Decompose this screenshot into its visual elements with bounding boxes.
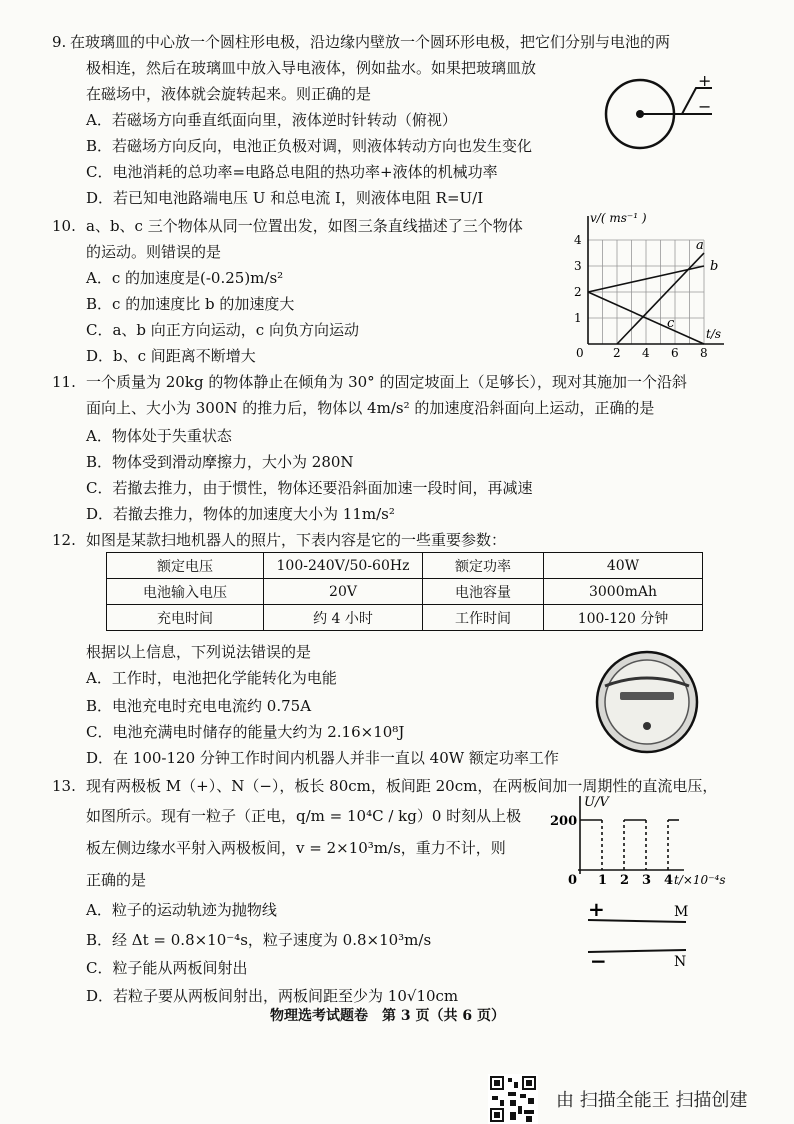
table-cell: 100-240V/50-60Hz [264, 553, 423, 579]
robot-vacuum-photo [592, 650, 702, 754]
positive-terminal-label: + [698, 71, 712, 90]
table-cell: 额定电压 [107, 553, 264, 579]
q11-stem-line-2: 面向上、大小为 300N 的推力后，物体以 4m/s² 的加速度沿斜面向上运动，正确的是 [86, 399, 655, 417]
q13-option-a: A．粒子的运动轨迹为抛物线 [86, 901, 277, 919]
q9-stem-line-2: 极相连，然后在玻璃皿中放入导电液体，例如盐水。如果把玻璃皿放 [86, 59, 537, 77]
q11-option-b: B．物体受到滑动摩擦力，大小为 280N [86, 453, 354, 471]
x-tick-label: 4 [642, 346, 650, 358]
x-tick-label: 2 [613, 346, 621, 358]
q9-option-b: B．若磁场方向反向，电池正负极对调，则液体转动方向也发生变化 [86, 137, 533, 155]
q11-option-c: C．若撤去推力，由于惯性，物体还要沿斜面加速一段时间，再减速 [86, 479, 533, 497]
plate-plus-sign: + [588, 897, 605, 921]
robot-top [605, 660, 689, 744]
x-tick-label: 4 [664, 873, 674, 888]
plate-m-label: M [674, 904, 689, 920]
q13-voltage-time-chart [550, 790, 730, 890]
table-cell: 电池容量 [423, 579, 544, 605]
negative-terminal-label: − [698, 97, 712, 116]
y-axis-label: v/( ms⁻¹ ) [590, 211, 647, 225]
robot-spec-table [106, 552, 703, 631]
y-tick-label: 3 [574, 259, 582, 273]
series-label-b: b [710, 259, 719, 274]
robot-panel [620, 692, 674, 700]
q13-option-d: D．若粒子要从两板间射出，两板间距至少为 10√10cm [86, 987, 459, 1005]
q12-option-a: A．工作时，电池把化学能转化为电能 [86, 669, 337, 687]
y-tick-label: 1 [574, 311, 582, 325]
q10-option-a: A．c 的加速度是(-0.25)m/s² [86, 269, 284, 287]
qr-code-icon [488, 1074, 538, 1124]
table-cell: 40W [544, 553, 703, 579]
q10-number: 10. [52, 217, 76, 235]
x-axis-label: t/×10⁻⁴s [674, 873, 726, 887]
x-tick-label: 0 [576, 346, 584, 358]
series-label-c: c [667, 316, 675, 331]
q10-option-d: D．b、c 间距离不断增大 [86, 347, 256, 365]
q13-stem-line-4: 正确的是 [86, 871, 147, 889]
q9-option-d: D．若已知电池路端电压 U 和总电流 I，则液体电阻 R=U/I [86, 189, 484, 207]
y-tick-label: 4 [574, 233, 582, 247]
q11-option-a: A．物体处于失重状态 [86, 427, 232, 445]
q11-number: 11. [52, 373, 76, 391]
y-axis-label: U/V [584, 795, 609, 810]
table-cell: 充电时间 [107, 605, 264, 631]
q12-number: 12. [52, 531, 76, 549]
q12-option-c: C．电池充满电时储存的能量大约为 2.16×10⁸J [86, 723, 405, 741]
x-tick-label: 3 [642, 873, 652, 888]
plate-minus-sign: − [590, 949, 607, 968]
x-tick-label: 2 [620, 873, 630, 888]
q11-option-d: D．若撤去推力，物体的加速度大小为 11m/s² [86, 505, 395, 523]
q13-number: 13. [52, 777, 76, 795]
q12-option-d: D．在 100-120 分钟工作时间内机器人并非一直以 40W 额定功率工作 [86, 749, 559, 767]
q12-stem-line-1: 如图是某款扫地机器人的照片，下表内容是它的一些重要参数： [86, 531, 507, 549]
x-axis-label: t/s [706, 327, 722, 341]
plate-n-label: N [674, 954, 687, 968]
q9-stem-line-1: 在玻璃皿的中心放一个圆柱形电极，沿边缘内壁放一个圆环形电极，把它们分别与电池的两 [70, 33, 671, 51]
q10-velocity-time-chart [560, 208, 730, 358]
q13-stem-line-1: 现有两极板 M（+）、N（−），板长 80cm，板间距 20cm，在两板间加一周期性的直流电压， [86, 777, 718, 795]
q10-option-c: C．a、b 向正方向运动，c 向负方向运动 [86, 321, 359, 339]
q13-stem-line-3: 板左侧边缘水平射入两极板间，v = 2×10³m/s，重力不计，则 [86, 839, 506, 857]
x-tick-label: 8 [700, 346, 708, 358]
q13-option-b: B．经 Δt = 0.8×10⁻⁴s，粒子速度为 0.8×10³m/s [86, 931, 432, 949]
x-tick-label: 0 [568, 873, 578, 888]
q13-option-c: C．粒子能从两板间射出 [86, 959, 248, 977]
x-tick-label: 6 [671, 346, 679, 358]
table-cell: 100-120 分钟 [544, 605, 703, 631]
q10-option-b: B．c 的加速度比 b 的加速度大 [86, 295, 295, 313]
table-cell: 约 4 小时 [264, 605, 423, 631]
y-tick-label: 200 [550, 814, 578, 829]
robot-button [643, 722, 651, 730]
table-row [107, 605, 703, 631]
q13-stem-line-2: 如图所示。现有一粒子（正电，q/m = 10⁴C / kg）0 时刻从上极 [86, 807, 522, 825]
table-cell: 工作时间 [423, 605, 544, 631]
q13-plate-diagram [586, 896, 696, 968]
table-cell: 电池输入电压 [107, 579, 264, 605]
table-row [107, 579, 703, 605]
series-label-a: a [696, 238, 704, 253]
q9-number: 9. [52, 33, 67, 51]
q10-stem-line-1: a、b、c 三个物体从同一位置出发，如图三条直线描述了三个物体 [86, 217, 523, 235]
table-cell: 额定功率 [423, 553, 544, 579]
q10-stem-line-2: 的运动。则错误的是 [86, 243, 222, 261]
page-footer: 物理选考试题卷 第 3 页（共 6 页） [270, 1008, 505, 1024]
q12-option-b: B．电池充电时充电电流约 0.75A [86, 697, 312, 715]
q9-electrode-diagram [600, 68, 720, 158]
q9-option-a: A．若磁场方向垂直纸面向里，液体逆时针转动（俯视） [86, 111, 457, 129]
q11-stem-line-1: 一个质量为 20kg 的物体静止在倾角为 30° 的固定坡面上（足够长），现对其施加一个沿斜 [86, 373, 687, 391]
q9-stem-line-3: 在磁场中，液体就会旋转起来。则正确的是 [86, 85, 372, 103]
table-row [107, 553, 703, 579]
x-tick-label: 1 [598, 873, 608, 888]
y-tick-label: 2 [574, 285, 582, 299]
table-cell: 20V [264, 579, 423, 605]
q12-after-table: 根据以上信息，下列说法错误的是 [86, 643, 312, 661]
q9-option-c: C．电池消耗的总功率=电路总电阻的热功率+液体的机械功率 [86, 163, 498, 181]
scanner-watermark: 由 扫描全能王 扫描创建 [556, 1090, 748, 1111]
table-cell: 3000mAh [544, 579, 703, 605]
